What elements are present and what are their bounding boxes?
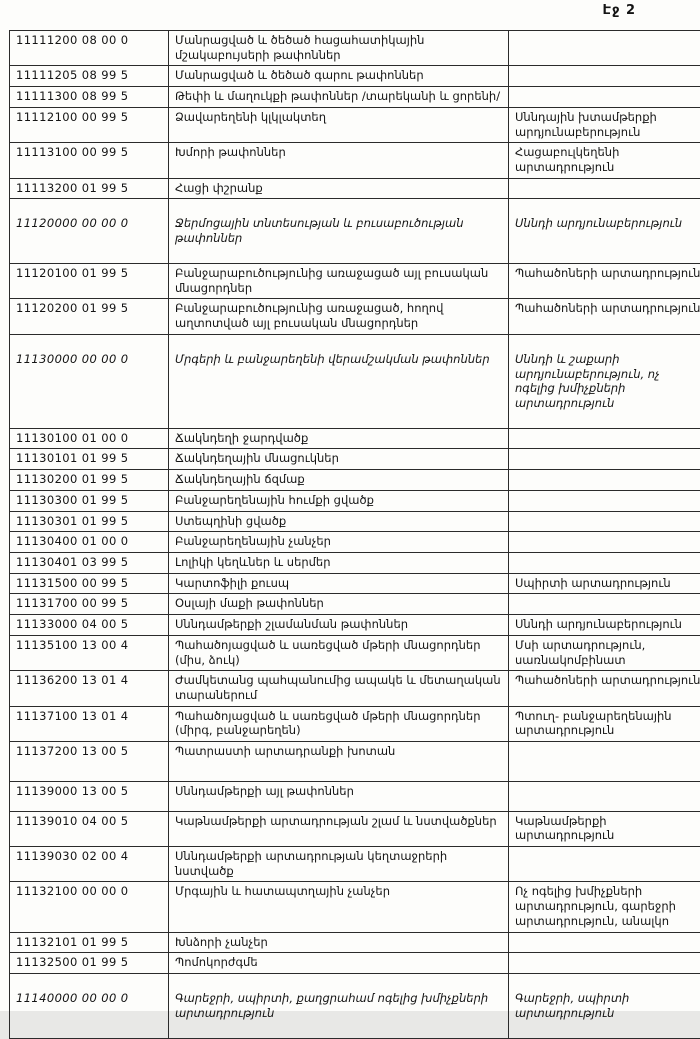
table-row (10, 847, 700, 882)
description-cell: Թեփի և մաղուկքի թափոններ /տարեկանի և ցորենի/ (169, 87, 509, 108)
table-row (10, 263, 700, 298)
table-row (10, 781, 700, 811)
description-cell: Մրգային և հատապտղային չանչեր (169, 882, 509, 932)
note-cell: Սննդային խտամթերքի արդյունաբերություն (509, 107, 700, 142)
description-cell: Բանջարեղենային հումքի ցվածք (169, 490, 509, 511)
table-row (10, 932, 700, 953)
description-cell: Խնձորի չանչեր (169, 932, 509, 953)
code-cell: 11130300 01 99 5 (10, 490, 169, 511)
table-body (10, 31, 700, 1039)
description-cell: Խմորի թափոններ (169, 143, 509, 178)
table-row (10, 532, 700, 553)
description-cell: Պահածոյացված և սառեցված մթերի մնացորդներ (միս, ձուկ) (169, 635, 509, 670)
code-cell: 11111205 08 99 5 (10, 66, 169, 87)
note-cell (509, 449, 700, 470)
section-header-row (10, 199, 700, 263)
note-cell: Պտուղ- բանջարեղենային արտադրություն (509, 706, 700, 741)
note-cell (509, 66, 700, 87)
description-cell: Ժամկետանց պահպանումից ապակե և մետաղական տարաներում (169, 671, 509, 706)
description-cell: Գարեջրի, սպիրտի, քաղցրահամ ոգելից խմիչքների արտադրություն (169, 974, 509, 1038)
description-cell: Ճակնդեղային մնացուկներ (169, 449, 509, 470)
description-cell: Պոմոկորժգմե (169, 953, 509, 974)
code-cell: 11111300 08 99 5 (10, 87, 169, 108)
note-cell: Գարեջրի, սպիրտի արտադրություն (509, 974, 700, 1038)
description-cell: Բանջարաբուծությունից առաջացած, հողով աղտոտված այլ բուսական մնացորդներ (169, 299, 509, 334)
note-cell (509, 847, 700, 882)
code-cell: 11113100 00 99 5 (10, 143, 169, 178)
table-row (10, 107, 700, 142)
table-row (10, 470, 700, 491)
note-cell (509, 428, 700, 449)
description-cell: Ճակնդեղային ճզմաք (169, 470, 509, 491)
code-cell: 11132500 01 99 5 (10, 953, 169, 974)
code-cell: 11131700 00 99 5 (10, 594, 169, 615)
description-cell: Պահածոյացված և սառեցված մթերի մնացորդներ (միրգ, բանջարեղեն) (169, 706, 509, 741)
code-cell: 11120000 00 00 0 (10, 199, 169, 263)
code-cell: 11113200 01 99 5 (10, 178, 169, 199)
note-cell: Մսի արտադրություն, սառնակոմբինատ (509, 635, 700, 670)
description-cell: Բանջարաբուծությունից առաջացած այլ բուսական մնացորդներ (169, 263, 509, 298)
code-cell: 11136200 13 01 4 (10, 671, 169, 706)
note-cell (509, 470, 700, 491)
code-cell: 11140000 00 00 0 (10, 974, 169, 1038)
code-cell: 11139030 02 00 4 (10, 847, 169, 882)
description-cell: Բանջարեղենային չանչեր (169, 532, 509, 553)
waste-classification-table (9, 30, 700, 1039)
page-number: Էջ 2 (603, 3, 637, 18)
code-cell: 11120100 01 99 5 (10, 263, 169, 298)
code-cell: 11133000 04 00 5 (10, 615, 169, 636)
table-row (10, 811, 700, 846)
table-row (10, 87, 700, 108)
code-cell: 11130200 01 99 5 (10, 470, 169, 491)
note-cell (509, 953, 700, 974)
note-cell: Սննդի և շաքարի արդյունաբերություն, ոչ ոգելից խմիչքների արտադրություն (509, 334, 700, 428)
note-cell (509, 178, 700, 199)
table-row (10, 66, 700, 87)
note-cell (509, 742, 700, 782)
table-row (10, 490, 700, 511)
description-cell: Կաթնամթերքի արտադրության շլամ և նստվածքներ (169, 811, 509, 846)
table-row (10, 573, 700, 594)
note-cell (509, 87, 700, 108)
code-cell: 11135100 13 00 4 (10, 635, 169, 670)
description-cell: Սննդամթերքի արտադրության կեղտաջրերի նստվածք (169, 847, 509, 882)
code-cell: 11131500 00 99 5 (10, 573, 169, 594)
code-cell: 11130400 01 00 0 (10, 532, 169, 553)
table-row (10, 742, 700, 782)
section-header-row (10, 974, 700, 1038)
code-cell: 11132101 01 99 5 (10, 932, 169, 953)
note-cell (509, 781, 700, 811)
code-cell: 11137100 13 01 4 (10, 706, 169, 741)
code-cell: 11139000 13 00 5 (10, 781, 169, 811)
code-cell: 11132100 00 00 0 (10, 882, 169, 932)
description-cell: Լոլիկի կեղևներ և սերմեր (169, 552, 509, 573)
description-cell: Ճակնդեղի ջարդվածք (169, 428, 509, 449)
code-cell: 11137200 13 00 5 (10, 742, 169, 782)
note-cell: Պահածոների արտադրություն (509, 263, 700, 298)
description-cell: Կարտոֆիլի քուսպ (169, 573, 509, 594)
table-row (10, 511, 700, 532)
note-cell (509, 490, 700, 511)
table-row (10, 594, 700, 615)
table-row (10, 706, 700, 741)
note-cell: Պահածոների արտադրություն (509, 671, 700, 706)
description-cell: Ձավարեղենի կլկլակտեղ (169, 107, 509, 142)
description-cell: Մանրացված և ծեծած գարու թափոններ (169, 66, 509, 87)
table-row (10, 449, 700, 470)
note-cell (509, 594, 700, 615)
table-row (10, 882, 700, 932)
code-cell: 11130401 03 99 5 (10, 552, 169, 573)
note-cell (509, 532, 700, 553)
description-cell: Օսլայի մաքի թափոններ (169, 594, 509, 615)
table-row (10, 178, 700, 199)
code-cell: 11120200 01 99 5 (10, 299, 169, 334)
table-row (10, 635, 700, 670)
note-cell (509, 932, 700, 953)
note-cell (509, 31, 700, 66)
code-cell: 11130100 01 00 0 (10, 428, 169, 449)
description-cell: Սննդամթերքի այլ թափոններ (169, 781, 509, 811)
description-cell: Սննդամթերքի շլամանման թափոններ (169, 615, 509, 636)
code-cell: 11130101 01 99 5 (10, 449, 169, 470)
note-cell: Սննդի արդյունաբերություն (509, 615, 700, 636)
code-cell: 11130000 00 00 0 (10, 334, 169, 428)
code-cell: 11139010 04 00 5 (10, 811, 169, 846)
description-cell: Հացի փշրանք (169, 178, 509, 199)
table-row (10, 143, 700, 178)
note-cell: Հացաբուլկեղենի արտադրություն (509, 143, 700, 178)
table-row (10, 299, 700, 334)
description-cell: Պատրաստի արտադրանքի խոտան (169, 742, 509, 782)
table-row (10, 953, 700, 974)
description-cell: Մրգերի և բանջարեղենի վերամշակման թափոններ (169, 334, 509, 428)
note-cell: Պահածոների արտադրություն (509, 299, 700, 334)
table-row (10, 552, 700, 573)
table-row (10, 428, 700, 449)
note-cell: Սպիրտի արտադրություն (509, 573, 700, 594)
description-cell: Մանրացված և ծեծած հացահատիկային մշակաբույսերի թափոններ (169, 31, 509, 66)
note-cell (509, 511, 700, 532)
note-cell: Սննդի արդյունաբերություն (509, 199, 700, 263)
table-row (10, 671, 700, 706)
section-header-row (10, 334, 700, 428)
note-cell: Կաթնամթերքի արտադրություն (509, 811, 700, 846)
table-row (10, 615, 700, 636)
description-cell: Ստեպղինի ցվածք (169, 511, 509, 532)
table-row (10, 31, 700, 66)
code-cell: 11112100 00 99 5 (10, 107, 169, 142)
description-cell: Ջերմոցային տնտեսության և բուսաբուծության թափոններ (169, 199, 509, 263)
code-cell: 11130301 01 99 5 (10, 511, 169, 532)
note-cell: Ոչ ոգելից խմիչքների արտադրություն, գարեջրի արտադրություն, անալկո (509, 882, 700, 932)
note-cell (509, 552, 700, 573)
code-cell: 11111200 08 00 0 (10, 31, 169, 66)
